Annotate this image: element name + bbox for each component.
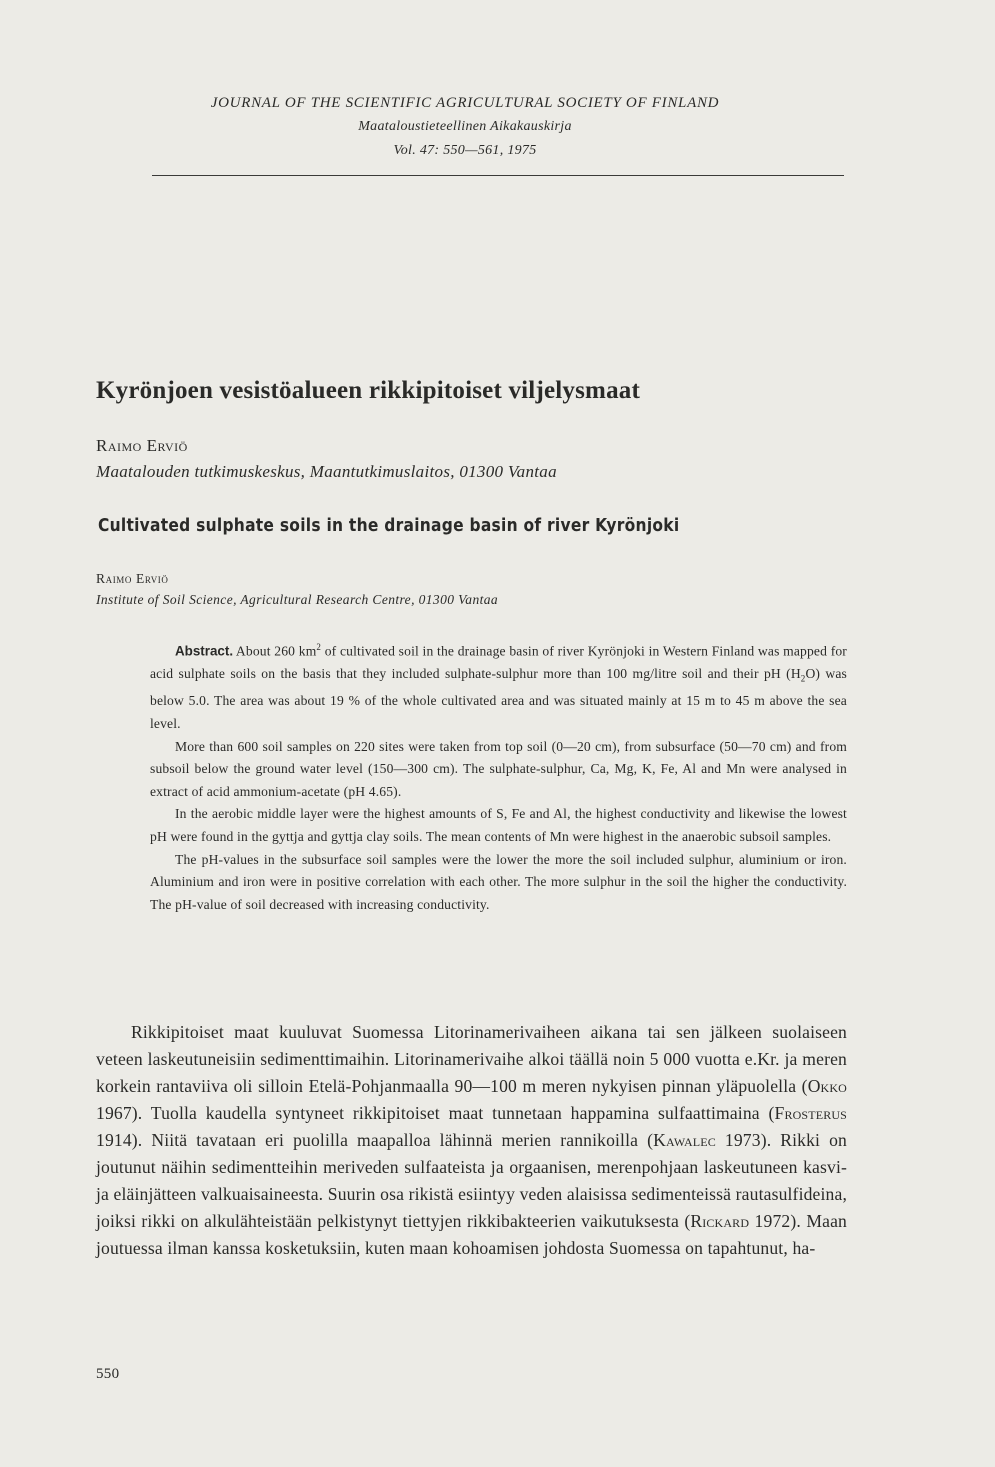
abstract-paragraph-4: The pH-values in the subsurface soil samples were the lower the more the soil included sulphur, aluminium or iron. Aluminium and iron were in positive correlation with each other. The more sulphur in the soil the higher the conductivity. The pH-value of soil decreased with increasing conductivity. (150, 851, 847, 912)
body-text-segment-2: 1967). Tuolla kaudella syntyneet rikkipitoiset maat tunnetaan happamina sulfaattimaina ( (96, 1103, 775, 1123)
abstract (150, 636, 847, 916)
abstract-paragraph-1 (150, 636, 847, 736)
body-text-segment-1: Rikkipitoiset maat kuuluvat Suomessa Litorinamerivaiheen aikana tai sen jälkeen suolaiseen veteen laskeutuneisiin sedimenttimaihin. Litorinamerivaihe alkoi täällä noin 5 000 vuotta e.Kr. ja meren korkein rantaviiva oli silloin Etelä-Pohjanmaalla 90—100 m meren nykyisen pinnan yläpuolella ( (96, 1022, 847, 1096)
abstract-paragraph-3: In the aerobic middle layer were the highest amounts of S, Fe and Al, the highest conductivity and likewise the lowest pH were found in the gyttja and gyttja clay soils. The mean contents of Mn were highest in the anaerobic subsoil samples. (150, 806, 847, 844)
abstract-paragraph-2: More than 600 soil samples on 220 sites were taken from top soil (0—20 cm), from subsurface (50—70 cm) and from subsoil below the ground water level (150—300 cm). The sulphate-sulphur, Ca, Mg, K, Fe, Al and Mn were analysed in extract of acid ammonium-acetate (pH 4.65). (150, 738, 847, 799)
journal-header (150, 91, 780, 163)
body-text (96, 1019, 847, 1262)
author-name-finnish: Raimo Erviö (96, 436, 188, 455)
author-name-english: Raimo Erviö (96, 571, 169, 586)
affiliation-english: Institute of Soil Science, Agricultural Research Centre, 01300 Vantaa (96, 592, 499, 607)
article-title-english: Cultivated sulphate soils in the drainage basin of river Kyrönjoki (98, 515, 680, 536)
page-number: 550 (96, 1366, 120, 1382)
abstract-text-1c: O) was below 5.0. The area was about 19 % of the whole cultivated area and was situated mainly at 15 m to 45 m above the sea level. (150, 666, 847, 732)
abstract-text-1b: of cultivated soil in the drainage basin of river Kyrönjoki in Western Finland was mapped for acid sulphate soils on the basis that they included sulphate-sulphur more than 100 mg/litre soil and their pH (H (150, 643, 847, 682)
body-text-segment-3: 1914). Niitä tavataan eri puolilla maapalloa lähinnä merien rannikoilla ( (96, 1130, 654, 1150)
affiliation-finnish: Maatalouden tutkimuskeskus, Maantutkimuslaitos, 01300 Vantaa (96, 462, 557, 481)
header-divider (152, 175, 844, 176)
journal-title: JOURNAL OF THE SCIENTIFIC AGRICULTURAL SOCIETY OF FINLAND (210, 95, 720, 111)
body-text-segment-4: 1973). Rikki on joutunut näihin sedimentteihin meriveden sulfaateista ja orgaanisen, merenpohjaan laskeutuneen kasvi- ja eläinjätteen valkuaisaineesta. Suurin osa rikistä esiintyy veden alaisissa sedimenteissä rautasulfideina, joiksi rikki on alkulähteistään pelkistynyt tiettyjen rikkibakteerien vaikutuksesta ( (96, 1130, 848, 1231)
citation-frosterus: Frosterus (774, 1103, 847, 1123)
citation-rickard: Rickard (690, 1211, 750, 1231)
journal-citation: Vol. 47: 550—561, 1975 (393, 143, 537, 158)
citation-kawalec: Kawalec (653, 1130, 716, 1150)
article-title-finnish: Kyrönjoen vesistöalueen rikkipitoiset viljelysmaat (96, 377, 640, 404)
abstract-label: Abstract. (175, 643, 234, 659)
citation-okko: Okko (807, 1076, 847, 1096)
abstract-superscript: 2 (316, 642, 322, 652)
body-paragraph-1 (96, 1019, 847, 1262)
journal-subtitle: Maataloustieteellinen Aikakauskirja (358, 119, 572, 134)
abstract-text-1a: About 260 km (233, 643, 317, 659)
abstract-subscript: 2 (800, 673, 806, 684)
body-text-segment-5: 1972). Maan joutuessa ilman kanssa kosketuksiin, kuten maan kohoamisen johdosta Suomessa on tapahtunut, ha- (96, 1211, 847, 1258)
